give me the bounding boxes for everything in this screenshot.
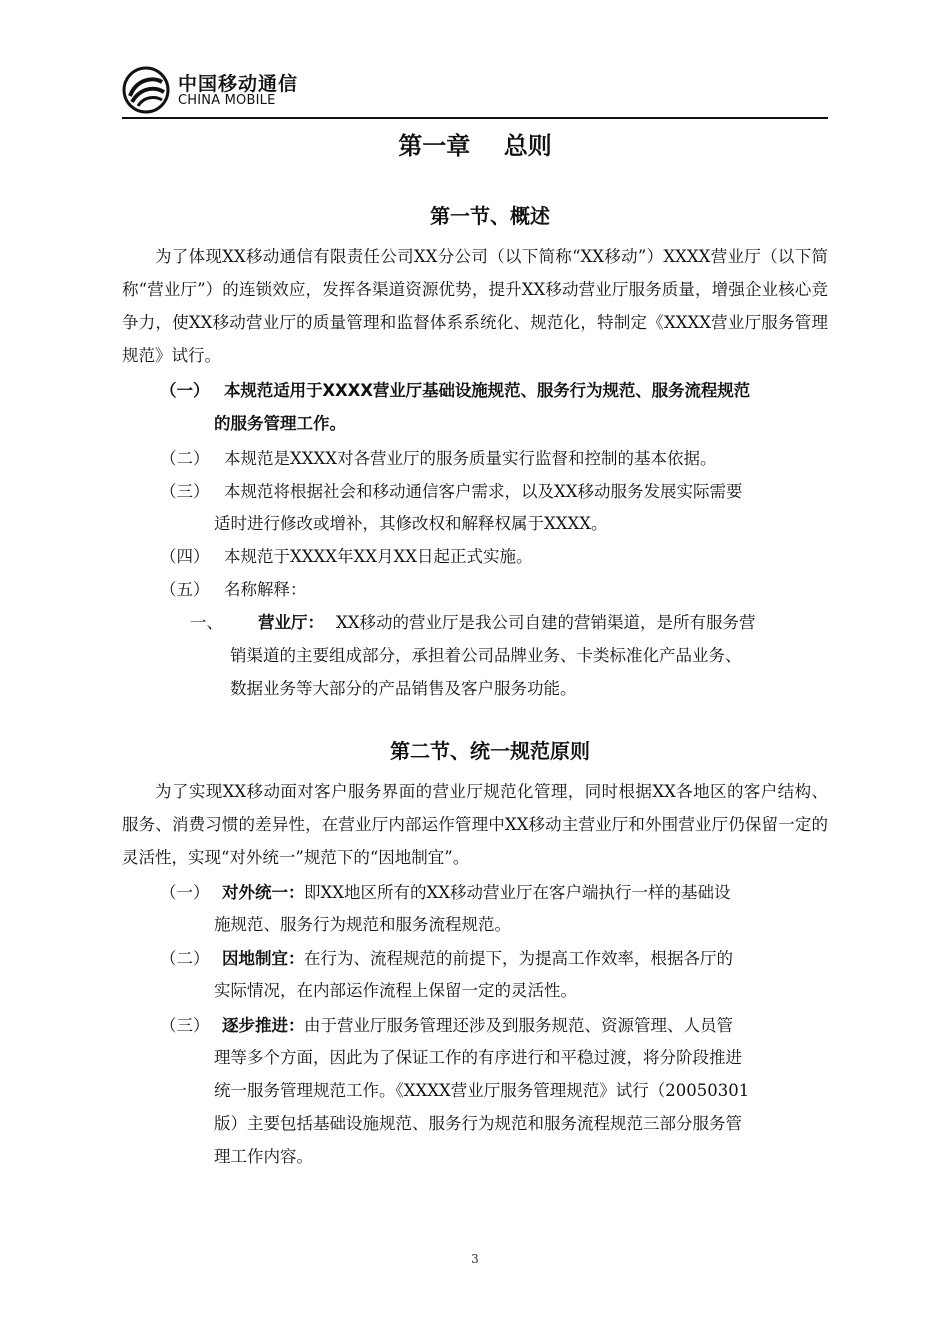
list-marker: （五）: [160, 580, 210, 599]
logo-english-text: CHINA MOBILE: [178, 93, 276, 108]
list-item-text: 在行为、流程规范的前提下，为提高工作效率，根据各厅的: [304, 949, 733, 968]
list-item-text: 本规范是XXXX对各营业厅的服务质量实行监督和控制的基本依据。: [224, 449, 717, 468]
china-mobile-logo-icon: [122, 66, 170, 114]
list-marker: （三）: [160, 482, 210, 501]
list-item-text: 名称解释：: [224, 580, 307, 599]
list-marker: （二）: [160, 949, 210, 968]
definition-marker: 一、: [190, 613, 223, 632]
list-item-term: 逐步推进：: [222, 1016, 305, 1035]
china-mobile-logo: [122, 66, 302, 116]
definition-text-cont: 数据业务等大部分的产品销售及客户服务功能。: [230, 679, 577, 698]
definition-text: XX移动的营业厅是我公司自建的营销渠道，是所有服务营: [336, 613, 756, 632]
list-item-text: 即XX地区所有的XX移动营业厅在客户端执行一样的基础设: [304, 883, 731, 902]
list-marker: （三）: [160, 1016, 210, 1035]
definition-term: 营业厅：: [258, 613, 324, 632]
section2-intro-paragraph: 为了实现XX移动面对客户服务界面的营业厅规范化管理，同时根据XX各地区的客户结构、服务、消费习惯的差异性，在营业厅内部运作管理中XX移动主营业厅和外围营业厅仍保留一定的灵活性，实现“对外统一”规范下的“因地制宜”。: [122, 782, 828, 867]
list-item-text-cont: 版）主要包括基础设施规范、服务行为规范和服务流程规范三部分服务管: [214, 1114, 742, 1133]
list-item-text: 由于营业厅服务管理还涉及到服务规范、资源管理、人员管: [304, 1016, 733, 1035]
list-marker: （二）: [160, 449, 210, 468]
list-item-text: 本规范适用于XXXX营业厅基础设施规范、服务行为规范、服务流程规范: [224, 381, 751, 400]
page-number: 3: [471, 1252, 479, 1266]
list-item-term: 因地制宜：: [222, 949, 305, 968]
list-marker: （一）: [160, 381, 210, 400]
list-item-text-cont: 的服务管理工作。: [214, 414, 346, 433]
list-item-text-cont: 理工作内容。: [214, 1147, 313, 1166]
list-item-text-cont: 实际情况，在内部运作流程上保留一定的灵活性。: [214, 981, 577, 1000]
list-marker: （四）: [160, 547, 210, 566]
list-item-text: 本规范将根据社会和移动通信客户需求，以及XX移动服务发展实际需要: [224, 482, 743, 501]
header-divider: [122, 117, 828, 119]
section-title-unified-principles: 第二节、统一规范原则: [390, 739, 590, 763]
logo-chinese-text: 中国移动通信: [178, 73, 299, 95]
section1-intro-paragraph: 为了体现XX移动通信有限责任公司XX分公司（以下简称“XX移动”）XXXX营业厅（以下简称“营业厅”）的连锁效应，发挥各渠道资源优势，提升XX移动营业厅服务质量，增强企业核心竞争力，使XX移动营业厅的质量管理和监督体系系统化、规范化，特制定《XXXX营业厅服务管理规范》试行。: [122, 247, 828, 365]
section-title-overview: 第一节、概述: [430, 204, 550, 228]
list-item-text-cont: 理等多个方面，因此为了保证工作的有序进行和平稳过渡，将分阶段推进: [214, 1048, 742, 1067]
list-item-text: 本规范于XXXX年XX月XX日起正式实施。: [224, 547, 533, 566]
list-item-text-cont: 统一服务管理规范工作。《XXXX营业厅服务管理规范》试行（20050301: [214, 1081, 750, 1100]
list-item-term: 对外统一：: [222, 883, 305, 902]
list-item-text-cont: 施规范、服务行为规范和服务流程规范。: [214, 915, 511, 934]
list-item-text-cont: 适时进行修改或增补，其修改权和解释权属于XXXX。: [214, 514, 608, 533]
list-marker: （一）: [160, 883, 210, 902]
definition-text-cont: 销渠道的主要组成部分，承担着公司品牌业务、卡类标准化产品业务、: [230, 646, 742, 665]
chapter-title: 第一章 总则: [398, 132, 552, 160]
